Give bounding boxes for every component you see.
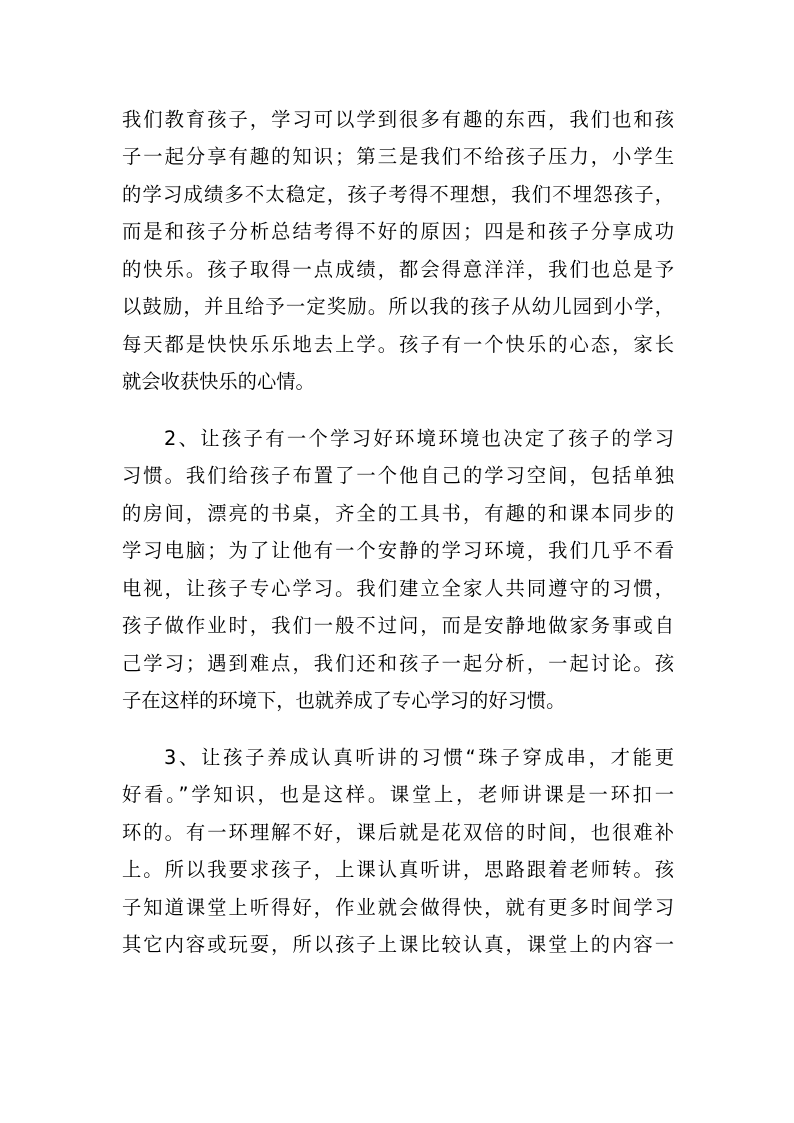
text-line: 子在这样的环境下，也就养成了专心学习的好习惯。 bbox=[122, 689, 566, 712]
text-line: 己学习；遇到难点，我们还和孩子一起分析，一起讨论。孩 bbox=[122, 652, 674, 675]
text-line: 好看。”学知识，也是这样。课堂上，老师讲课是一环扣一 bbox=[122, 783, 674, 806]
text-line: 学习电脑；为了让他有一个安静的学习环境，我们几乎不看 bbox=[122, 539, 674, 562]
text-line: 上。所以我要求孩子，上课认真听讲，思路跟着老师转。孩 bbox=[122, 858, 674, 881]
text-line: 子知道课堂上听得好，作业就会做得快，就有更多时间学习 bbox=[122, 896, 674, 919]
text-line: 孩子做作业时，我们一般不过问，而是安静地做家务事或自 bbox=[122, 614, 674, 637]
text-line: 的快乐。孩子取得一点成绩，都会得意洋洋，我们也总是予 bbox=[122, 258, 674, 281]
text-line: 电视，让孩子专心学习。我们建立全家人共同遵守的习惯， bbox=[122, 577, 674, 600]
text-line: 就会收获快乐的心情。 bbox=[122, 370, 315, 393]
text-line: 3、让孩子养成认真听讲的习惯“珠子穿成串，才能更 bbox=[164, 746, 674, 769]
text-line: 的房间，漂亮的书桌，齐全的工具书，有趣的和课本同步的 bbox=[122, 502, 674, 525]
text-line: 每天都是快快乐乐地去上学。孩子有一个快乐的心态，家长 bbox=[122, 333, 674, 356]
text-line: 习惯。我们给孩子布置了一个他自己的学习空间，包括单独 bbox=[122, 464, 674, 487]
text-line: 的学习成绩多不太稳定，孩子考得不理想，我们不埋怨孩子， bbox=[122, 183, 674, 206]
text-line: 子一起分享有趣的知识；第三是我们不给孩子压力，小学生 bbox=[122, 145, 674, 168]
text-line: 而是和孩子分析总结考得不好的原因；四是和孩子分享成功 bbox=[122, 220, 674, 243]
text-line: 我们教育孩子，学习可以学到很多有趣的东西，我们也和孩 bbox=[122, 108, 674, 131]
text-line: 以鼓励，并且给予一定奖励。所以我的孩子从幼儿园到小学， bbox=[122, 295, 674, 318]
text-line: 环的。有一环理解不好，课后就是花双倍的时间，也很难补 bbox=[122, 821, 674, 844]
text-line: 2、让孩子有一个学习好环境环境也决定了孩子的学习 bbox=[164, 427, 674, 450]
text-line: 其它内容或玩耍，所以孩子上课比较认真，课堂上的内容一 bbox=[122, 933, 674, 956]
